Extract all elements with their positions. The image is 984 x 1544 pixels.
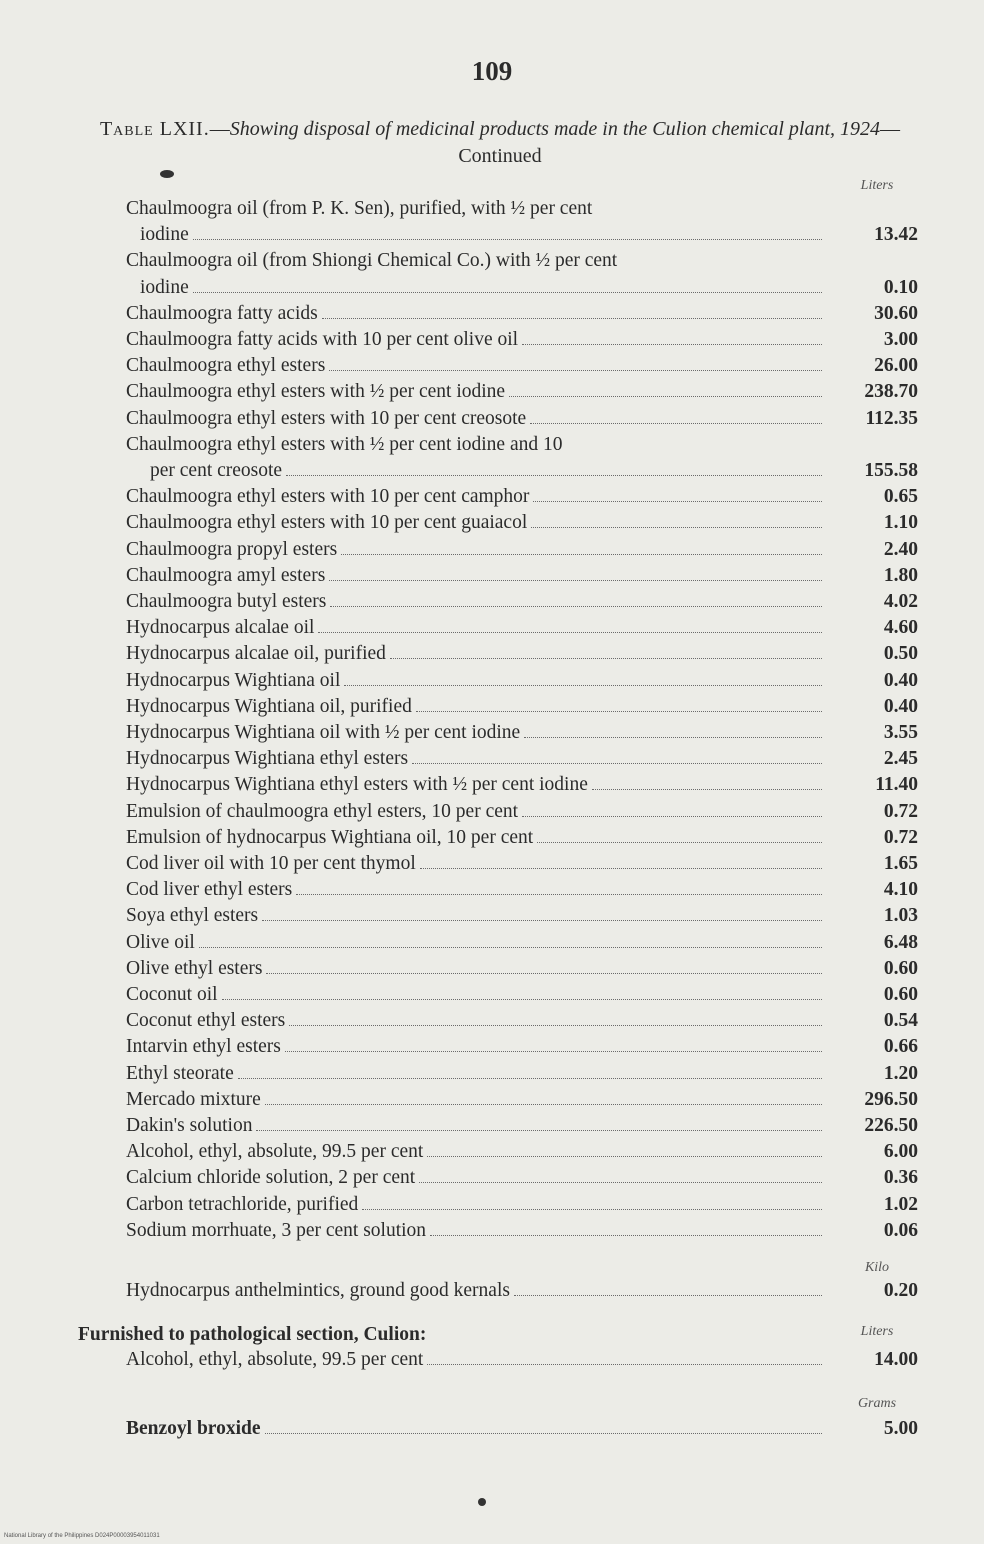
dot-leader	[420, 851, 822, 869]
dot-leader	[344, 668, 822, 686]
row-name: Chaulmoogra ethyl esters with 10 per cent creosote	[126, 408, 527, 429]
row-value: 5.00	[883, 1418, 918, 1439]
scan-credit: National Library of the Philippines D024P00003954011031	[4, 1533, 160, 1539]
row-name: Mercado mixture	[126, 1089, 261, 1110]
row-name: Alcohol, ethyl, absolute, 99.5 per cent	[126, 1349, 424, 1370]
table-row	[126, 615, 918, 641]
table-row	[126, 406, 918, 432]
ink-speck	[160, 170, 174, 178]
row-name: Hydnocarpus Wightiana ethyl esters	[126, 748, 409, 769]
dot-leader	[427, 1347, 822, 1365]
table-row	[150, 458, 918, 484]
row-value: 0.72	[883, 827, 918, 848]
row-name: Emulsion of chaulmoogra ethyl esters, 10 per cent	[126, 801, 519, 822]
row-value: 238.70	[864, 381, 918, 402]
row-name-line1: Chaulmoogra oil (from Shiongi Chemical Co.) with ½ per cent	[126, 250, 618, 271]
table-row-pathological	[126, 1347, 918, 1373]
unit-header-grams: Grams	[857, 1396, 897, 1411]
table-row	[126, 484, 918, 510]
row-value: 0.66	[883, 1036, 918, 1057]
table-row	[126, 563, 918, 589]
row-name: Chaulmoogra fatty acids with 10 per cent olive oil	[126, 329, 519, 350]
dot-leader	[533, 484, 822, 502]
row-name: Ethyl steorate	[126, 1063, 234, 1084]
row-name: Hydnocarpus Wightiana oil with ½ per cent iodine	[126, 722, 521, 743]
ink-speck	[478, 1498, 486, 1506]
row-name: iodine	[140, 277, 189, 298]
row-value: 112.35	[865, 408, 918, 429]
row-value: 1.20	[883, 1063, 918, 1084]
row-value: 1.80	[883, 565, 918, 586]
dot-leader	[514, 1278, 822, 1296]
row-name: Intarvin ethyl esters	[126, 1036, 281, 1057]
dot-leader	[430, 1218, 822, 1236]
row-name: Hydnocarpus alcalae oil, purified	[126, 643, 386, 664]
dot-leader	[285, 1034, 822, 1052]
table-row	[126, 1113, 918, 1139]
row-value: 296.50	[864, 1089, 918, 1110]
dot-leader	[238, 1061, 822, 1079]
dot-leader	[390, 641, 822, 659]
dot-leader	[592, 772, 822, 790]
table-row	[126, 694, 918, 720]
dot-leader	[330, 589, 822, 607]
dot-leader	[419, 1165, 822, 1183]
row-value: 0.36	[883, 1167, 918, 1188]
row-value: 155.58	[864, 460, 918, 481]
row-value: 1.03	[883, 905, 918, 926]
table-row	[126, 772, 918, 798]
table-label: Table LXII.	[99, 118, 210, 140]
dot-leader	[222, 982, 822, 1000]
row-name: Chaulmoogra ethyl esters	[126, 355, 326, 376]
page-number: 109	[471, 56, 513, 86]
table-row	[126, 1192, 918, 1218]
table-row	[126, 668, 918, 694]
dot-leader	[522, 799, 822, 817]
row-name-line1: Chaulmoogra ethyl esters with ½ per cent iodine and 10	[126, 434, 563, 455]
table-row	[126, 1034, 918, 1060]
table-row	[126, 903, 918, 929]
dot-leader	[522, 327, 822, 345]
row-value: 2.45	[883, 748, 918, 769]
table-row	[126, 720, 918, 746]
table-description: Showing disposal of medicinal products made in the Culion chemical plant, 1924	[229, 118, 881, 140]
table-row	[126, 537, 918, 563]
row-name: Hydnocarpus Wightiana ethyl esters with ½ per cent iodine	[126, 774, 588, 795]
dot-leader	[262, 903, 822, 921]
row-value: 3.00	[883, 329, 918, 350]
row-name: Hydnocarpus Wightiana oil	[126, 670, 341, 691]
dot-leader	[427, 1139, 822, 1157]
dot-leader	[322, 301, 822, 319]
row-value: 0.72	[883, 801, 918, 822]
dot-leader	[193, 275, 822, 293]
row-name: Benzoyl broxide	[126, 1418, 261, 1439]
row-name: Chaulmoogra butyl esters	[126, 591, 327, 612]
row-name: Dakin's solution	[126, 1115, 253, 1136]
table-row	[126, 1139, 918, 1165]
row-name: Chaulmoogra ethyl esters with 10 per cent camphor	[126, 486, 530, 507]
row-value: 11.40	[875, 774, 918, 795]
row-value: 0.40	[883, 696, 918, 717]
row-value: 226.50	[864, 1115, 918, 1136]
table-row	[126, 746, 918, 772]
table-row	[126, 589, 918, 615]
table-row	[126, 1061, 918, 1087]
row-name: Calcium chloride solution, 2 per cent	[126, 1167, 416, 1188]
dot-leader	[296, 877, 822, 895]
row-name: Carbon tetrachloride, purified	[126, 1194, 359, 1215]
row-name: Hydnocarpus anthelmintics, ground good kernals	[126, 1280, 510, 1301]
row-value: 6.48	[883, 932, 918, 953]
row-name: Chaulmoogra amyl esters	[126, 565, 326, 586]
row-value: 0.54	[883, 1010, 918, 1031]
row-value: 1.65	[883, 853, 918, 874]
table-row	[126, 353, 918, 379]
row-name: Cod liver oil with 10 per cent thymol	[126, 853, 416, 874]
dot-leader	[265, 1416, 822, 1434]
row-name: Emulsion of hydnocarpus Wightiana oil, 10 per cent	[126, 827, 534, 848]
table-row	[126, 327, 918, 353]
table-row	[126, 956, 918, 982]
row-value: 0.40	[883, 670, 918, 691]
dot-leader	[509, 379, 822, 397]
row-name: Coconut ethyl esters	[126, 1010, 286, 1031]
table-row	[126, 825, 918, 851]
dot-leader	[265, 1087, 822, 1105]
dot-leader	[199, 930, 822, 948]
table-row	[126, 851, 918, 877]
dot-leader	[531, 510, 822, 528]
row-name: Chaulmoogra ethyl esters with ½ per cent iodine	[126, 381, 506, 402]
unit-header-kilo: Kilo	[864, 1260, 890, 1275]
table-row-kilo	[126, 1278, 918, 1304]
row-name: per cent creosote	[150, 460, 283, 481]
dot-leader	[362, 1192, 822, 1210]
row-value: 0.10	[883, 277, 918, 298]
dot-leader	[266, 956, 822, 974]
row-value: 0.65	[883, 486, 918, 507]
dot-leader	[193, 222, 822, 240]
row-name: Hydnocarpus Wightiana oil, purified	[126, 696, 412, 717]
row-value: 3.55	[883, 722, 918, 743]
row-name: Olive ethyl esters	[126, 958, 263, 979]
row-name: Alcohol, ethyl, absolute, 99.5 per cent	[126, 1141, 424, 1162]
unit-header-liters-2: Liters	[860, 1324, 894, 1339]
table-row	[126, 379, 918, 405]
row-name: Sodium morrhuate, 3 per cent solution	[126, 1220, 427, 1241]
row-value: 14.00	[874, 1349, 918, 1370]
dot-leader	[412, 746, 822, 764]
table-row	[126, 877, 918, 903]
row-value: 4.02	[883, 591, 918, 612]
dot-leader	[286, 458, 822, 476]
dot-leader	[341, 537, 822, 555]
row-value: 30.60	[874, 303, 918, 324]
table-row	[126, 1087, 918, 1113]
dot-leader	[256, 1113, 822, 1131]
table-row-grams	[126, 1416, 918, 1442]
table-row	[126, 799, 918, 825]
table-row	[126, 641, 918, 667]
row-value: 4.60	[883, 617, 918, 638]
row-value: 1.02	[883, 1194, 918, 1215]
row-value: 0.20	[883, 1280, 918, 1301]
dot-leader	[289, 1008, 822, 1026]
row-name-line1: Chaulmoogra oil (from P. K. Sen), purified, with ½ per cent	[126, 198, 593, 219]
table-row	[126, 301, 918, 327]
dot-leader	[537, 825, 822, 843]
row-value: 0.50	[883, 643, 918, 664]
row-value: 26.00	[874, 355, 918, 376]
row-name: Olive oil	[126, 932, 195, 953]
table-row	[126, 982, 918, 1008]
dot-leader	[530, 406, 822, 424]
continued-label: Continued	[458, 145, 542, 167]
table-row	[126, 1165, 918, 1191]
table-row	[126, 1008, 918, 1034]
row-name: Chaulmoogra fatty acids	[126, 303, 318, 324]
dot-leader	[524, 720, 822, 738]
dot-leader	[329, 563, 822, 581]
table-row	[140, 275, 918, 301]
row-value: 1.10	[883, 512, 918, 533]
section-heading-pathological: Furnished to pathological section, Culion:	[78, 1324, 427, 1345]
table-row	[140, 222, 918, 248]
row-name: Coconut oil	[126, 984, 218, 1005]
row-value: 13.42	[874, 224, 918, 245]
table-caption: Table LXII.—Showing disposal of medicinal products made in the Culion chemical plant, 1924—Continued	[99, 118, 901, 167]
dot-leader	[416, 694, 822, 712]
dot-leader	[329, 353, 822, 371]
row-name: Chaulmoogra propyl esters	[126, 539, 338, 560]
row-value: 0.06	[883, 1220, 918, 1241]
row-name: iodine	[140, 224, 189, 245]
row-name: Soya ethyl esters	[126, 905, 259, 926]
row-name: Chaulmoogra ethyl esters with 10 per cent guaiacol	[126, 512, 528, 533]
unit-header-liters: Liters	[860, 178, 894, 193]
row-value: 0.60	[883, 984, 918, 1005]
table-row	[126, 510, 918, 536]
row-name: Hydnocarpus alcalae oil	[126, 617, 315, 638]
table-row	[126, 1218, 918, 1244]
dot-leader	[318, 615, 822, 633]
row-value: 2.40	[883, 539, 918, 560]
row-value: 6.00	[883, 1141, 918, 1162]
row-value: 0.60	[883, 958, 918, 979]
table-row	[126, 930, 918, 956]
row-value: 4.10	[883, 879, 918, 900]
row-name: Cod liver ethyl esters	[126, 879, 293, 900]
